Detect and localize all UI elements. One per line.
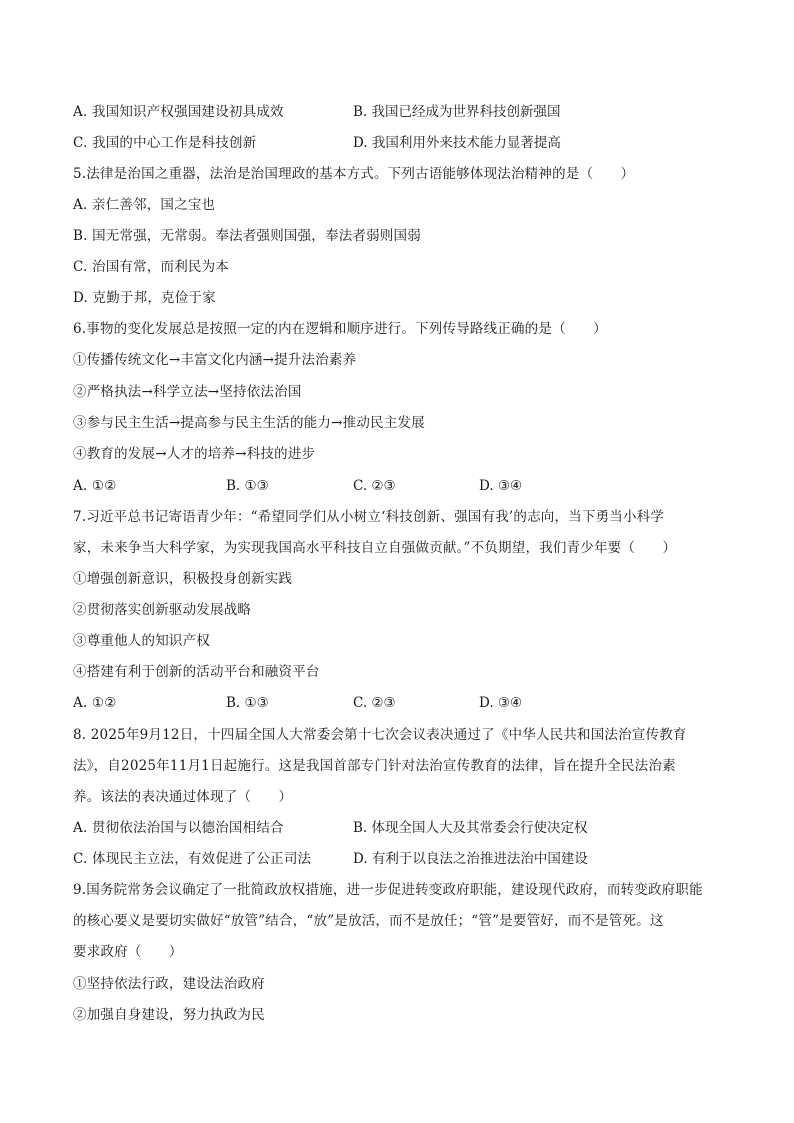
- q6-item-2: ②严格执法→科学立法→坚持依法治国: [73, 384, 302, 400]
- q9-item-1: ①坚持依法行政，建设法治政府: [73, 976, 265, 992]
- q7-stem-line-1: 7.习近平总书记寄语青少年：“希望同学们从小树立‘科技创新、强国有我’的志向，当下勇当小科学: [73, 509, 665, 525]
- q7-item-3: ③尊重他人的知识产权: [73, 633, 210, 649]
- q6-item-3: ③参与民主生活→提高参与民主生活的能力→推动民主发展: [73, 415, 425, 431]
- q4-option-d: D. 我国利用外来技术能力显著提高: [353, 135, 561, 151]
- q9-stem-line-1: 9.国务院常务会议确定了一批简政放权措施，进一步促进转变政府职能，建设现代政府，而转变政府职能: [73, 882, 703, 898]
- q5-option-c: C. 治国有常，而利民为本: [73, 259, 230, 275]
- q8-option-a: A. 贯彻依法治国与以德治国相结合: [73, 820, 284, 836]
- q8-stem-line-1: 8. 2025年9月12日，十四届全国人大常委会第十七次会议表决通过了《中华人民共和国法治宣传教育: [73, 727, 687, 743]
- q7-stem-line-2: 家，未来争当大科学家，为实现我国高水平科技自立自强做贡献。”不负期望，我们青少年要（ ）: [73, 540, 677, 556]
- q9-item-2: ②加强自身建设，努力执政为民: [73, 1007, 265, 1023]
- q6-option-a: A. ①②: [73, 478, 117, 494]
- q5-option-a: A. 亲仁善邻，国之宝也: [73, 197, 216, 213]
- q6-option-d: D. ③④: [479, 478, 523, 494]
- q4-option-a: A. 我国知识产权强国建设初具成效: [73, 104, 284, 120]
- q6-item-1: ①传播传统文化→丰富文化内涵→提升法治素养: [73, 352, 357, 368]
- q4-option-b: B. 我国已经成为世界科技创新强国: [353, 104, 561, 120]
- q7-item-2: ②贯彻落实创新驱动发展战略: [73, 602, 252, 618]
- q5-option-d: D. 克勤于邦，克俭于家: [73, 290, 216, 306]
- q4-option-c: C. 我国的中心工作是科技创新: [73, 135, 257, 151]
- q9-stem-line-2: 的核心要义是要切实做好“放管”结合，“放”是放活，而不是放任；“管”是要管好，而不是管死。这: [73, 913, 664, 929]
- q8-option-b: B. 体现全国人大及其常委会行使决定权: [353, 820, 588, 836]
- q8-option-d: D. 有利于以良法之治推进法治中国建设: [353, 851, 588, 867]
- q8-option-c: C. 体现民主立法，有效促进了公正司法: [73, 851, 312, 867]
- q7-option-a: A. ①②: [73, 695, 117, 711]
- q7-option-c: C. ②③: [353, 695, 396, 711]
- q5-option-b: B. 国无常强，无常弱。奉法者强则国强，奉法者弱则国弱: [73, 228, 421, 244]
- q6-item-4: ④教育的发展→人才的培养→科技的进步: [73, 446, 316, 462]
- q5-stem: 5.法律是治国之重器，法治是治国理政的基本方式。下列古语能够体现法治精神的是（ ）: [73, 166, 635, 182]
- q8-stem-line-3: 养。该法的表决通过体现了（ ）: [73, 789, 293, 805]
- q8-stem-line-2: 法》，自2025年11月1日起施行。这是我国首部专门针对法治宣传教育的法律，旨在提升全民法治素: [73, 758, 676, 774]
- q6-option-b: B. ①③: [226, 478, 269, 494]
- q6-stem: 6.事物的变化发展总是按照一定的内在逻辑和顺序进行。下列传导路线正确的是（ ）: [73, 321, 607, 337]
- q7-option-d: D. ③④: [479, 695, 523, 711]
- q7-item-1: ①增强创新意识，积极投身创新实践: [73, 571, 293, 587]
- q7-option-b: B. ①③: [226, 695, 269, 711]
- q9-stem-line-3: 要求政府（ ）: [73, 944, 183, 960]
- q7-item-4: ④搭建有利于创新的活动平台和融资平台: [73, 664, 320, 680]
- q6-option-c: C. ②③: [353, 478, 396, 494]
